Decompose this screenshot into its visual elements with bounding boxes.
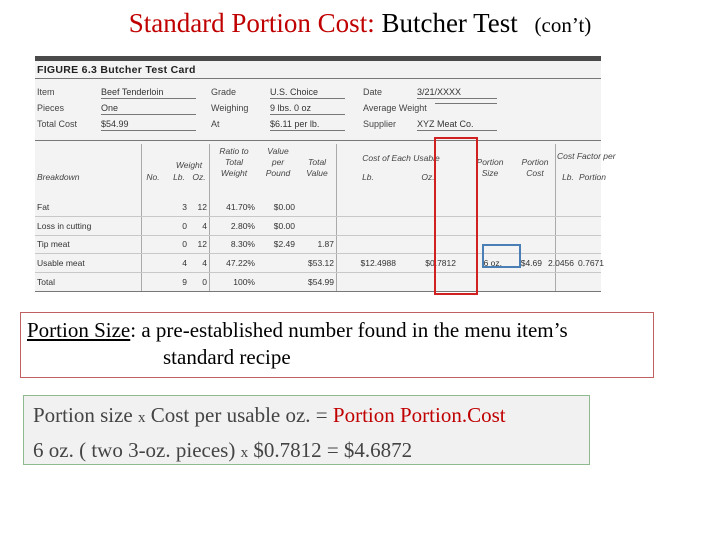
grade-label: Grade xyxy=(211,87,237,97)
cell-cf-portion xyxy=(576,235,601,254)
definition-line-1 xyxy=(27,317,653,344)
figure-top-bar xyxy=(35,56,601,61)
cell-value-per-pound: $2.49 xyxy=(257,235,297,254)
cell-lb: 0 xyxy=(167,235,189,254)
col-oz: Oz. xyxy=(192,172,206,182)
portion-size-definition xyxy=(20,312,654,378)
cell-cf-portion: 0.7671 xyxy=(576,254,601,273)
table-row xyxy=(35,198,601,216)
cell-cf-portion xyxy=(576,273,601,292)
cell-total-value: 1.87 xyxy=(297,235,336,254)
cell-ratio: 47.22% xyxy=(209,254,257,273)
cell-cf-lb xyxy=(544,198,576,216)
col-weight: Weight xyxy=(175,160,203,170)
cell-breakdown: Usable meat xyxy=(35,254,141,273)
avg-weight-label: Average Weight xyxy=(363,103,427,113)
cell-value-per-pound xyxy=(257,273,297,292)
col-cost-lb: Lb. xyxy=(362,172,374,182)
cell-cost-lb xyxy=(336,273,398,292)
weighing-value: 9 lbs. 0 oz xyxy=(270,103,345,115)
portion-cost-formula xyxy=(23,395,590,465)
cell-cost-lb xyxy=(336,235,398,254)
cell-cf-lb xyxy=(544,235,576,254)
title-black-part: Butcher Test xyxy=(381,8,518,38)
table-row xyxy=(35,273,601,292)
formula-times: x xyxy=(138,410,146,426)
col-cost-oz: Oz. xyxy=(421,172,435,182)
supplier-label: Supplier xyxy=(363,119,397,129)
cell-no xyxy=(141,198,167,216)
cell-portion-cost xyxy=(504,198,544,216)
cell-no xyxy=(141,273,167,292)
supplier-value: XYZ Meat Co. xyxy=(417,119,497,131)
col-cost-each-usable: Cost of Each Usable xyxy=(362,153,440,163)
total-cost-label: Total Cost xyxy=(37,119,78,129)
title-red-part: Standard Portion Cost: xyxy=(128,8,375,38)
cell-oz: 4 xyxy=(189,254,209,273)
cell-lb: 0 xyxy=(167,216,189,235)
at-label: At xyxy=(211,119,220,129)
cell-portion-size: 6 oz. xyxy=(458,254,504,273)
cell-cf-lb: 2.0456 xyxy=(544,254,576,273)
cell-lb: 3 xyxy=(167,198,189,216)
figure-label: FIGURE 6.3 Butcher Test Card xyxy=(37,64,196,76)
cell-cost-lb xyxy=(336,198,398,216)
total-cost-value: $54.99 xyxy=(101,119,196,131)
cell-total-value xyxy=(297,198,336,216)
date-value: 3/21/XXXX xyxy=(417,87,497,99)
cell-oz: 12 xyxy=(189,235,209,254)
pieces-value: One xyxy=(101,103,196,115)
cell-no xyxy=(141,216,167,235)
cell-ratio: 2.80% xyxy=(209,216,257,235)
formula-result: Portion Portion.Cost xyxy=(332,403,506,427)
definition-colon: : xyxy=(130,318,137,342)
cell-cf-lb xyxy=(544,216,576,235)
cell-value-per-pound xyxy=(257,254,297,273)
formula-times: x xyxy=(240,445,249,461)
formula-cost-per-oz: Cost per usable oz. = xyxy=(150,403,328,427)
cell-breakdown: Loss in cutting xyxy=(35,216,141,235)
at-value: $6.11 per lb. xyxy=(270,119,345,131)
item-label: Item xyxy=(37,87,55,97)
figure-divider xyxy=(35,78,601,79)
title-small-part: (con’t) xyxy=(534,13,592,37)
col-breakdown: Breakdown xyxy=(37,172,80,182)
cell-total-value xyxy=(297,216,336,235)
cell-portion-cost xyxy=(504,273,544,292)
portion-cost-cell-highlight xyxy=(482,244,521,268)
col-cf-portion: Portion xyxy=(579,172,606,182)
col-ratio: Ratio to Total Weight xyxy=(219,146,249,178)
cell-cost-lb xyxy=(336,216,398,235)
cell-oz: 12 xyxy=(189,198,209,216)
cell-portion-cost: $4.69 xyxy=(504,254,544,273)
cell-cf-lb xyxy=(544,273,576,292)
cell-cf-portion xyxy=(576,216,601,235)
cell-ratio: 100% xyxy=(209,273,257,292)
formula-portion-size: Portion size xyxy=(33,403,133,427)
cell-portion-cost xyxy=(504,216,544,235)
cell-breakdown: Tip meat xyxy=(35,235,141,254)
cell-ratio: 41.70% xyxy=(209,198,257,216)
formula-line-1 xyxy=(33,399,589,434)
slide-title xyxy=(0,8,720,39)
avg-weight-value xyxy=(435,103,497,104)
cell-breakdown: Fat xyxy=(35,198,141,216)
cell-cost-lb: $12.4988 xyxy=(336,254,398,273)
cell-value-per-pound: $0.00 xyxy=(257,198,297,216)
cell-total-value: $54.99 xyxy=(297,273,336,292)
col-cost-factor: Cost Factor per xyxy=(557,151,616,161)
grade-value: U.S. Choice xyxy=(270,87,345,99)
cell-lb: 9 xyxy=(167,273,189,292)
col-portion-size: Portion Size xyxy=(476,157,504,178)
cell-no xyxy=(141,235,167,254)
date-label: Date xyxy=(363,87,383,97)
formula-example-result: $0.7812 = $4.6872 xyxy=(253,438,413,462)
col-lb: Lb. xyxy=(173,172,185,182)
col-no: No. xyxy=(146,172,160,182)
cell-cf-portion xyxy=(576,198,601,216)
cell-oz: 4 xyxy=(189,216,209,235)
cell-cost-oz: $0.7812 xyxy=(398,254,458,273)
cell-value-per-pound: $0.00 xyxy=(257,216,297,235)
definition-text-2: standard recipe xyxy=(163,345,291,369)
portion-size-column-highlight xyxy=(434,137,478,295)
table-row xyxy=(35,216,601,235)
col-value-per-pound: Value per Pound xyxy=(265,146,291,178)
table-top-rule xyxy=(35,140,601,141)
formula-example-size: 6 oz. ( two 3-oz. pieces) xyxy=(33,438,236,462)
definition-term: Portion Size xyxy=(27,318,131,342)
cell-oz: 0 xyxy=(189,273,209,292)
cell-lb: 4 xyxy=(167,254,189,273)
cell-total-value: $53.12 xyxy=(297,254,336,273)
col-portion-cost: Portion Cost xyxy=(521,157,549,178)
definition-text-1: a pre-established number found in the menu item’s xyxy=(136,318,568,342)
item-value: Beef Tenderloin xyxy=(101,87,196,99)
cell-breakdown: Total xyxy=(35,273,141,292)
pieces-label: Pieces xyxy=(37,103,65,113)
formula-line-2 xyxy=(33,434,589,469)
cell-ratio: 8.30% xyxy=(209,235,257,254)
cell-no xyxy=(141,254,167,273)
col-cf-lb: Lb. xyxy=(562,172,574,182)
weighing-label: Weighing xyxy=(211,103,249,113)
col-total-value: Total Value xyxy=(306,157,328,178)
